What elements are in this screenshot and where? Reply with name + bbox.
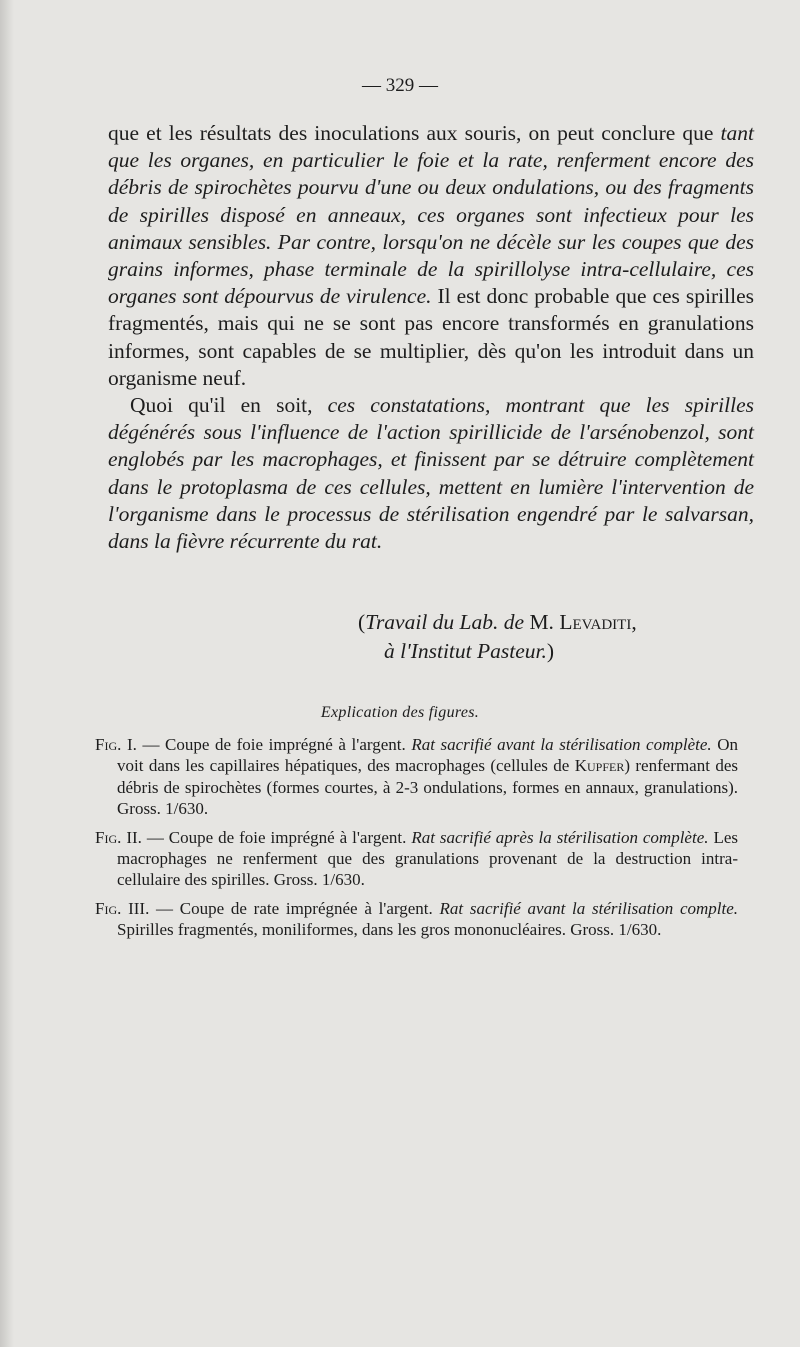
paragraph-2	[108, 392, 754, 555]
figure-3-text-b: Spirilles fragmentés, moniliformes, dans les gros mononucléaires. Gross. 1/630.	[117, 920, 662, 940]
page-number: — 329 —	[362, 75, 438, 96]
figure-3-label: Fig. III.	[95, 898, 150, 918]
figure-2-label: Fig. II.	[95, 827, 142, 847]
paragraph-1-text-b: Il est donc probable que ces spirilles fragmentés, mais qui ne se sont pas encore transformés en granulations informes, sont capables de se multiplier, dès qu'on les introduit dans un organisme neuf.	[108, 284, 754, 390]
figure-1-italic: Rat sacrifié avant la stérilisation complète.	[411, 735, 712, 754]
figure-caption-3	[95, 898, 738, 941]
signature-open-paren: (	[358, 610, 366, 634]
figure-caption-1	[95, 734, 738, 820]
paragraph-2-italic: ces constatations, montrant que les spirilles dégénérés sous l'influence de l'action spirillicide de l'arsénobenzol, sont englobés par les macrophages, et finissent par se détruire complètement dans le protoplasma de ces cellules, mettent en lumière l'intervention de l'organisme dans le processus de stérilisation engendré par le salvarsan, dans la fièvre récurrente du rat.	[108, 393, 754, 554]
signature-line-2	[108, 637, 708, 666]
figure-2-text-a: Coupe de foie imprégné à l'argent.	[168, 827, 412, 847]
signature-institut: à l'Institut Pasteur.	[384, 639, 547, 663]
figure-caption-2	[95, 827, 738, 891]
figure-1-dash: —	[136, 735, 166, 754]
figure-1-text-c: ) renfermant des débris de spirochètes (formes courtes, à 2-3 ondulations, formes en annaux, granulations). Gross. 1/630.	[117, 756, 738, 819]
explication-title: Explication des figures.	[320, 704, 480, 721]
signature-m: M.	[524, 610, 560, 634]
signature-close-paren: )	[546, 639, 555, 663]
signature-line-1	[108, 608, 708, 637]
paragraph-2-text-a: Quoi qu'il en soit,	[130, 393, 328, 418]
figure-1-kupfer: Kupfer	[574, 756, 625, 776]
figure-3-dash: —	[149, 898, 180, 918]
figure-captions	[95, 734, 738, 948]
signature-name: Levaditi	[559, 610, 632, 634]
page-gutter-shadow	[0, 0, 14, 1347]
signature-travail: Travail du Lab. de	[365, 610, 525, 634]
figure-3-text-a: Coupe de rate imprégnée à l'argent.	[179, 898, 440, 918]
body-text	[108, 120, 754, 555]
signature	[108, 608, 708, 666]
paragraph-1	[108, 120, 754, 392]
figure-1-text-b: On voit dans les capillaires hépatiques, des macrophages (cellules de	[117, 735, 739, 776]
figure-1-label: Fig. I.	[95, 735, 137, 754]
signature-comma: ,	[631, 610, 637, 634]
figure-2-dash: —	[141, 827, 169, 847]
figure-3-italic: Rat sacrifié avant la stérilisation complte.	[439, 898, 739, 918]
figure-2-italic: Rat sacrifié après la stérilisation complète.	[411, 827, 709, 847]
paragraph-1-italic: tant que les organes, en particulier le foie et la rate, renferment encore des débris de spirochètes pourvu d'une ou deux ondulations, ou des fragments de spirilles disposé en anneaux, ces organes sont infectieux pour les animaux sensibles. Par contre, lorsqu'on ne décèle sur les coupes que des grains informes, phase terminale de la spirillolyse intra-cellulaire, ces organes sont dépourvus de virulence.	[108, 121, 754, 309]
figure-2-text-b: Les macrophages ne renferment que des granulations provenant de la destruction intra-cellulaire des spirilles. Gross. 1/630.	[117, 827, 738, 890]
figure-1-text-a: Coupe de foie imprégné à l'argent.	[165, 735, 412, 754]
paragraph-1-text-a: que et les résultats des inoculations aux souris, on peut conclure que	[108, 121, 721, 145]
